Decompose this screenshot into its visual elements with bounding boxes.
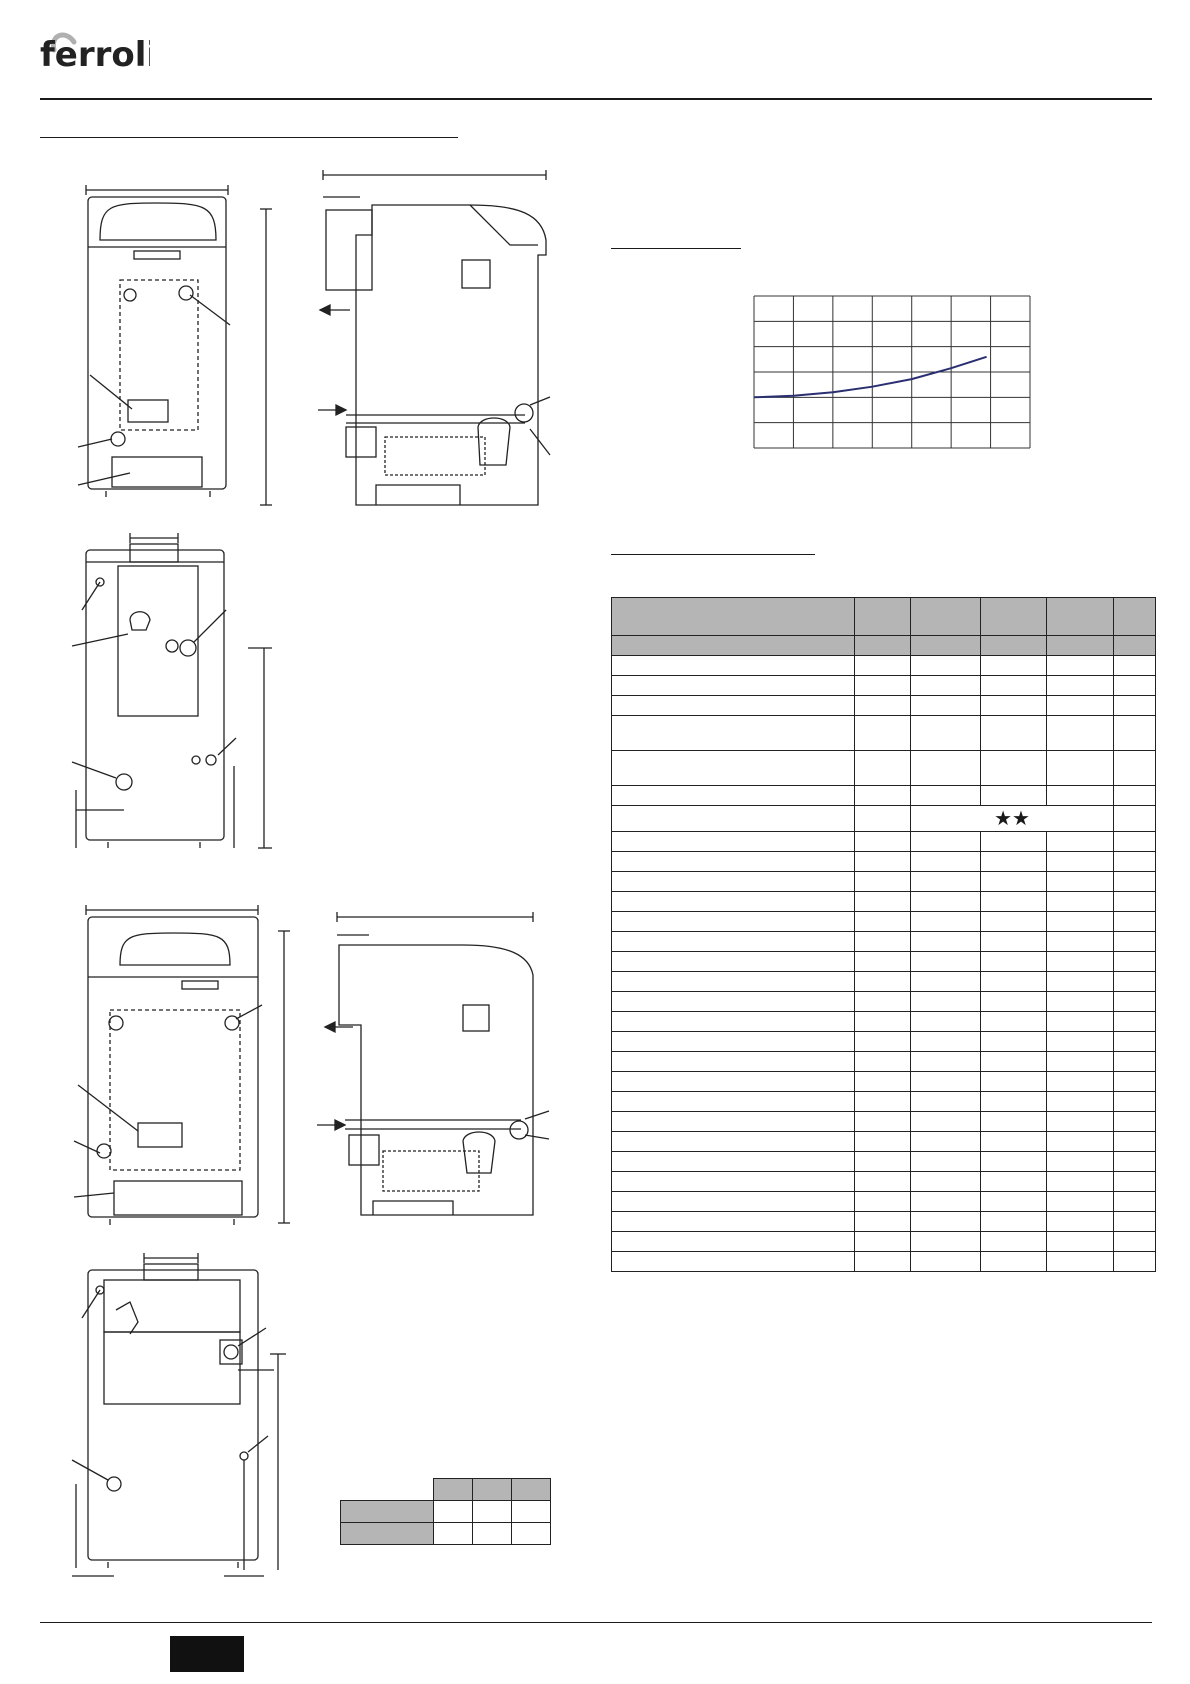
spec-table-cell [612,786,855,806]
spec-table-row [612,716,1156,751]
spec-table-cell [855,932,911,952]
spec-table-cell [1114,832,1156,852]
spec-table-cell [911,1092,981,1112]
spec-table-cell [911,1212,981,1232]
spec-table-cell [911,1012,981,1032]
spec-table-cell [612,1092,855,1112]
spec-table-row [612,696,1156,716]
spec-table-cell [1047,872,1114,892]
spec-table-cell [981,1232,1047,1252]
side-view-drawing-1 [310,165,560,515]
spec-table-cell [1047,852,1114,872]
star-rating: ★★ [911,806,1114,832]
spec-table-row [612,1032,1156,1052]
spec-table-row [612,892,1156,912]
technical-data-table [611,597,1156,1272]
spec-table-cell [1114,1252,1156,1272]
front-view-drawing-1 [70,185,285,515]
spec-table-cell [911,832,981,852]
spec-table-cell [612,892,855,912]
spec-table-cell [855,1232,911,1252]
spec-table-cell [911,1152,981,1172]
spec-table-cell [1114,1112,1156,1132]
spec-table-cell [855,992,911,1012]
spec-table-cell [911,696,981,716]
spec-table-row [612,1192,1156,1212]
spec-table-row [612,832,1156,852]
spec-table-cell [612,1232,855,1252]
spec-table-cell [981,1132,1047,1152]
spec-table-row [612,1232,1156,1252]
spec-table-cell [1047,932,1114,952]
spec-table-cell [855,656,911,676]
spec-table-cell [981,1012,1047,1032]
spec-table-cell [1047,598,1114,636]
spec-table-cell [612,1052,855,1072]
spec-table-cell [855,952,911,972]
spec-table-cell [855,1192,911,1212]
spec-table-cell [612,751,855,786]
spec-table-cell [1114,1212,1156,1232]
spec-table-cell [981,972,1047,992]
spec-table-cell [911,598,981,636]
spec-table-cell [612,992,855,1012]
spec-table-cell [855,1132,911,1152]
spec-table-cell [911,1052,981,1072]
pressure-loss-heading-rule [611,248,741,249]
spec-table-cell [911,1192,981,1212]
spec-table-cell [981,656,1047,676]
spec-table-cell [612,912,855,932]
spec-table-cell [1047,1212,1114,1232]
spec-table-row [612,1012,1156,1032]
spec-table-cell [855,1152,911,1172]
spec-table-cell [1114,852,1156,872]
spec-table-cell [911,872,981,892]
spec-table-cell [855,1092,911,1112]
spec-table-row [612,992,1156,1012]
spec-table-cell [1047,832,1114,852]
spec-table-cell [981,932,1047,952]
spec-table-cell [1114,1172,1156,1192]
spec-table-cell [1047,1012,1114,1032]
spec-table-cell [1047,1172,1114,1192]
spec-table-cell [855,832,911,852]
spec-table-cell [911,1232,981,1252]
spec-table-cell [981,1032,1047,1052]
spec-table-cell [855,1172,911,1192]
spec-table-cell [911,1172,981,1192]
spec-table-cell [981,832,1047,852]
spec-table-cell [981,1252,1047,1272]
logo-wordmark: ferroli [40,35,150,75]
spec-table-cell [911,636,981,656]
spec-table-row [612,1212,1156,1232]
side-view-drawing-2 [313,905,563,1235]
spec-table-cell [1114,932,1156,952]
spec-table-cell [911,1032,981,1052]
spec-table-cell [612,676,855,696]
ferroli-logo [40,22,150,76]
spec-table-row [612,1132,1156,1152]
spec-table-cell [981,952,1047,972]
spec-table-cell [981,1212,1047,1232]
spec-table-cell [612,716,855,751]
spec-table-row [612,786,1156,806]
spec-table-cell [855,696,911,716]
spec-table-cell [981,598,1047,636]
spec-table-cell [981,716,1047,751]
spec-table-cell [981,912,1047,932]
spec-table-cell [1047,1232,1114,1252]
spec-table-cell [981,786,1047,806]
spec-table-cell [612,852,855,872]
spec-table-cell [1114,598,1156,636]
spec-table-cell [612,832,855,852]
spec-table-cell [911,932,981,952]
spec-table-row [612,676,1156,696]
spec-table-cell [855,1012,911,1032]
spec-table-cell [911,1112,981,1132]
spec-table-cell [612,1112,855,1132]
spec-table-cell [1114,696,1156,716]
spec-table-row [612,751,1156,786]
spec-table-row [612,1052,1156,1072]
spec-table-cell [855,716,911,751]
spec-table-cell [855,1072,911,1092]
spec-table-cell [981,1072,1047,1092]
spec-table-cell [1047,892,1114,912]
spec-table-cell [981,1092,1047,1112]
front-view-drawing-2 [70,905,300,1235]
spec-table-cell [1114,872,1156,892]
spec-table-cell [612,1072,855,1092]
spec-table-cell [911,716,981,751]
spec-table-cell [855,751,911,786]
spec-table-cell [981,1052,1047,1072]
spec-table-cell [1047,972,1114,992]
spec-table-row [612,1172,1156,1192]
spec-table-cell [911,1072,981,1092]
spec-table-cell [612,1172,855,1192]
spec-table-cell [1047,1092,1114,1112]
spec-table-cell [612,932,855,952]
spec-table-cell [911,786,981,806]
spec-table-cell [612,656,855,676]
spec-table-cell [1047,1152,1114,1172]
spec-table-cell [1047,992,1114,1012]
spec-table-cell [855,1252,911,1272]
spec-table-cell [1047,656,1114,676]
rear-view-drawing-2 [68,1250,318,1580]
spec-table-cell [1047,636,1114,656]
spec-table-cell [612,598,855,636]
spec-table-row [612,636,1156,656]
spec-table-cell [981,892,1047,912]
spec-table-cell [855,872,911,892]
spec-table-cell [911,992,981,1012]
spec-table-cell [1047,716,1114,751]
spec-table-cell [911,751,981,786]
spec-table-cell [1047,786,1114,806]
page-number-badge [170,1636,244,1672]
spec-table-cell [981,992,1047,1012]
spec-table-row [612,598,1156,636]
spec-table-cell [911,972,981,992]
spec-table-cell [1114,1232,1156,1252]
spec-table-cell [1114,912,1156,932]
spec-table-row [612,952,1156,972]
spec-table-cell [1047,952,1114,972]
spec-table-cell [612,1032,855,1052]
spec-table-cell [981,696,1047,716]
spec-table-cell [1047,912,1114,932]
spec-table-cell [911,892,981,912]
spec-table-row [612,1112,1156,1132]
spec-table-cell [1047,1032,1114,1052]
spec-table-cell [1114,1152,1156,1172]
spec-table-row [612,972,1156,992]
spec-table-cell [855,1052,911,1072]
chart-series-line [754,357,987,398]
spec-table-cell [1047,1252,1114,1272]
spec-table-cell [1047,1192,1114,1212]
pressure-loss-chart [752,294,1032,455]
spec-table-cell [981,872,1047,892]
spec-table-cell [911,1132,981,1152]
spec-table-cell [855,972,911,992]
chart-svg [752,294,1032,450]
spec-table-cell [1114,676,1156,696]
spec-table-cell [1047,751,1114,786]
spec-table-cell [855,676,911,696]
spec-table-cell [612,972,855,992]
spec-table-cell [612,872,855,892]
spec-table-row [612,852,1156,872]
technical-data-heading-rule [611,554,815,555]
spec-table-cell [855,1112,911,1132]
spec-table-cell [1047,1052,1114,1072]
spec-table-cell [612,1192,855,1212]
spec-table-cell [1114,656,1156,676]
spec-table-cell [1047,1072,1114,1092]
spec-table-cell [612,1132,855,1152]
spec-table-cell [981,1152,1047,1172]
spec-table-row [612,932,1156,952]
spec-table-cell [1114,716,1156,751]
spec-table-cell [1114,1132,1156,1152]
section-heading-rule [40,137,458,138]
spec-table-cell [981,636,1047,656]
spec-table-row [612,806,1156,832]
spec-table-cell [1114,1072,1156,1092]
spec-table-row [612,1252,1156,1272]
spec-table-cell [1047,1112,1114,1132]
spec-table-cell [1114,992,1156,1012]
spec-table-cell [911,852,981,872]
spec-table-cell [1114,636,1156,656]
spec-table-cell [911,1252,981,1272]
spec-table-cell [855,598,911,636]
spec-table-cell [855,1032,911,1052]
spec-table-cell [855,852,911,872]
spec-table-cell [1114,1012,1156,1032]
spec-table-cell [911,952,981,972]
spec-table-cell [855,1212,911,1232]
header-rule [40,98,1152,100]
footer-rule [40,1622,1152,1623]
spec-table-cell [981,852,1047,872]
spec-table-cell [612,696,855,716]
spec-table-row [612,872,1156,892]
spec-table-cell [855,786,911,806]
spec-table-cell [1047,1132,1114,1152]
spec-table-row [612,1152,1156,1172]
spec-table-cell [855,892,911,912]
spec-table-cell [1114,972,1156,992]
spec-table-cell [612,1212,855,1232]
spec-table-cell [612,1012,855,1032]
spec-table-cell [1047,696,1114,716]
spec-table-row [612,912,1156,932]
spec-table-row [612,1072,1156,1092]
spec-table-cell [911,912,981,932]
spec-table-cell [911,676,981,696]
dimensions-table [340,1478,551,1545]
spec-table-cell [1114,1092,1156,1112]
spec-table-cell [1114,952,1156,972]
spec-table-cell [981,1192,1047,1212]
spec-table-cell [981,1112,1047,1132]
spec-table-cell [1114,892,1156,912]
spec-table-cell [1114,1052,1156,1072]
spec-table-cell [1114,1032,1156,1052]
spec-table-cell [1114,1192,1156,1212]
spec-table-cell [855,636,911,656]
spec-table-cell [1047,676,1114,696]
spec-table-cell [1114,786,1156,806]
rear-view-drawing-1 [68,530,298,860]
spec-table-cell [1114,751,1156,786]
spec-table-cell [612,1152,855,1172]
spec-table-cell [612,1252,855,1272]
spec-table-cell [981,1172,1047,1192]
spec-table-cell [612,636,855,656]
spec-table-row [612,1092,1156,1112]
spec-table-cell [981,751,1047,786]
spec-table-cell [612,952,855,972]
spec-table-cell [911,656,981,676]
spec-table-cell [981,676,1047,696]
spec-table-cell [855,912,911,932]
spec-table-row [612,656,1156,676]
